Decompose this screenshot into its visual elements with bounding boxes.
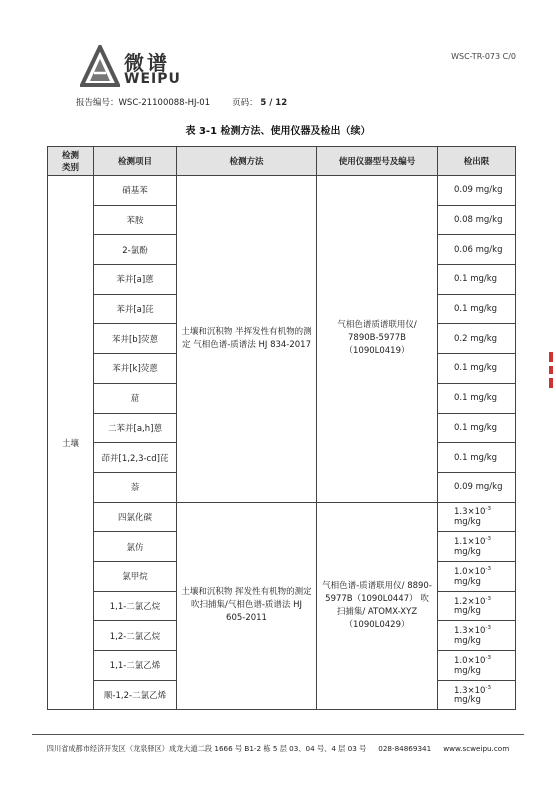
footer-website: www.scweipu.com — [443, 744, 510, 753]
document-code: WSC-TR-073 C/0 — [451, 52, 516, 61]
limit-mantissa: 1.0×10 — [454, 655, 486, 666]
instrument-cell: 气相色谱质谱联用仪/ 7890B-5977B （1090L0419） — [317, 176, 438, 503]
logo-english-name: WEIPU — [124, 71, 181, 87]
limit-unit: mg/kg — [454, 665, 481, 676]
limit-cell — [438, 651, 516, 681]
limit-unit: mg/kg — [454, 695, 481, 706]
limit-cell — [438, 621, 516, 651]
limit-unit: mg/kg — [454, 636, 481, 647]
item-cell: 䓛 — [94, 383, 177, 413]
table-row — [48, 502, 516, 532]
item-cell: 二苯并[a,h]蒽 — [94, 413, 177, 443]
header-item: 检测项目 — [94, 147, 177, 176]
table-row — [48, 176, 516, 206]
item-cell: 苯胺 — [94, 205, 177, 235]
limit-exponent: -3 — [485, 565, 491, 572]
limit-unit: mg/kg — [454, 576, 481, 587]
limit-cell — [438, 502, 516, 532]
report-meta — [76, 96, 287, 108]
limit-cell: 0.2 mg/kg — [438, 324, 516, 354]
item-cell: 1,2-二氯乙烷 — [94, 621, 177, 651]
logo-chinese-name: 微谱 — [124, 51, 170, 75]
limit-cell — [438, 561, 516, 591]
item-cell: 2-氯酚 — [94, 235, 177, 265]
limit-cell: 0.1 mg/kg — [438, 265, 516, 295]
limit-cell: 0.1 mg/kg — [438, 443, 516, 473]
footer-address: 四川省成都市经济开发区（龙泉驿区）成龙大道二段 1666 号 B1-2 栋 5 层 03、04 号、4 层 03 号 — [46, 744, 367, 753]
limit-cell: 0.06 mg/kg — [438, 235, 516, 265]
header-category: 检测 类别 — [48, 147, 94, 176]
table-header-row — [48, 147, 516, 176]
limit-mantissa: 1.0×10 — [454, 566, 486, 577]
item-cell: 苯并[a]芘 — [94, 294, 177, 324]
limit-mantissa: 1.3×10 — [454, 685, 486, 696]
item-cell: 1,1-二氯乙烷 — [94, 591, 177, 621]
limit-mantissa: 1.3×10 — [454, 507, 486, 518]
report-number-value: WSC-21100088-HJ-01 — [118, 98, 211, 108]
header-method: 检测方法 — [177, 147, 317, 176]
item-cell: 萘 — [94, 472, 177, 502]
item-cell: 茚并[1,2,3-cd]芘 — [94, 443, 177, 473]
footer-phone: 028-84869341 — [378, 744, 432, 753]
table-title: 表 3-1 检测方法、使用仪器及检出（续） — [185, 126, 371, 137]
limit-cell: 0.1 mg/kg — [438, 383, 516, 413]
item-cell: 硝基苯 — [94, 176, 177, 206]
limit-cell — [438, 591, 516, 621]
limit-cell: 0.09 mg/kg — [438, 472, 516, 502]
category-cell: 土壤 — [48, 176, 94, 710]
limit-mantissa: 1.2×10 — [454, 596, 486, 607]
limit-cell: 0.09 mg/kg — [438, 176, 516, 206]
item-cell: 顺-1,2-二氯乙烯 — [94, 680, 177, 710]
item-cell: 氯仿 — [94, 532, 177, 562]
page-label: 页码： — [232, 98, 258, 108]
limit-cell: 0.1 mg/kg — [438, 354, 516, 384]
limit-cell: 0.1 mg/kg — [438, 294, 516, 324]
limit-unit: mg/kg — [454, 517, 481, 528]
instrument-cell: 气相色谱-质谱联用仪/ 8890-5977B（1090L0447） 吹扫捕集/ ATOMX-XYZ （1090L0429） — [317, 502, 438, 710]
limit-exponent: -3 — [485, 684, 491, 691]
limit-exponent: -3 — [485, 654, 491, 661]
company-logo — [80, 45, 190, 91]
footer — [0, 744, 556, 754]
weipu-logo-icon — [80, 45, 120, 89]
method-cell: 土壤和沉积物 挥发性有机物的测定 吹扫捕集/气相色谱-质谱法 HJ 605-2011 — [177, 502, 317, 710]
item-cell: 1,1-二氯乙烯 — [94, 651, 177, 681]
limit-mantissa: 1.1×10 — [454, 537, 486, 547]
report-number-label: 报告编号： — [76, 98, 119, 108]
item-cell: 苯并[k]荧蒽 — [94, 354, 177, 384]
header-instrument: 使用仪器型号及编号 — [317, 147, 438, 176]
method-cell: 土壤和沉积物 半挥发性有机物的测定 气相色谱-质谱法 HJ 834-2017 — [177, 176, 317, 503]
limit-exponent: -3 — [485, 625, 491, 632]
limit-cell — [438, 532, 516, 562]
limit-cell — [438, 680, 516, 710]
limit-cell: 0.08 mg/kg — [438, 205, 516, 235]
page-number: 5 / 12 — [260, 98, 288, 108]
limit-unit: mg/kg — [454, 547, 481, 557]
item-cell: 苯并[b]荧蒽 — [94, 324, 177, 354]
method-table — [47, 146, 516, 710]
limit-cell: 0.1 mg/kg — [438, 413, 516, 443]
item-cell: 苯并[a]蒽 — [94, 265, 177, 295]
limit-unit: mg/kg — [454, 606, 481, 617]
item-cell: 氯甲烷 — [94, 561, 177, 591]
limit-exponent: -3 — [485, 595, 491, 602]
limit-mantissa: 1.3×10 — [454, 626, 486, 637]
footer-divider — [32, 734, 524, 735]
item-cell: 四氯化碳 — [94, 502, 177, 532]
limit-exponent: -3 — [485, 536, 491, 543]
limit-exponent: -3 — [485, 506, 491, 513]
binding-mark — [548, 352, 554, 392]
header-limit: 检出限 — [438, 147, 516, 176]
